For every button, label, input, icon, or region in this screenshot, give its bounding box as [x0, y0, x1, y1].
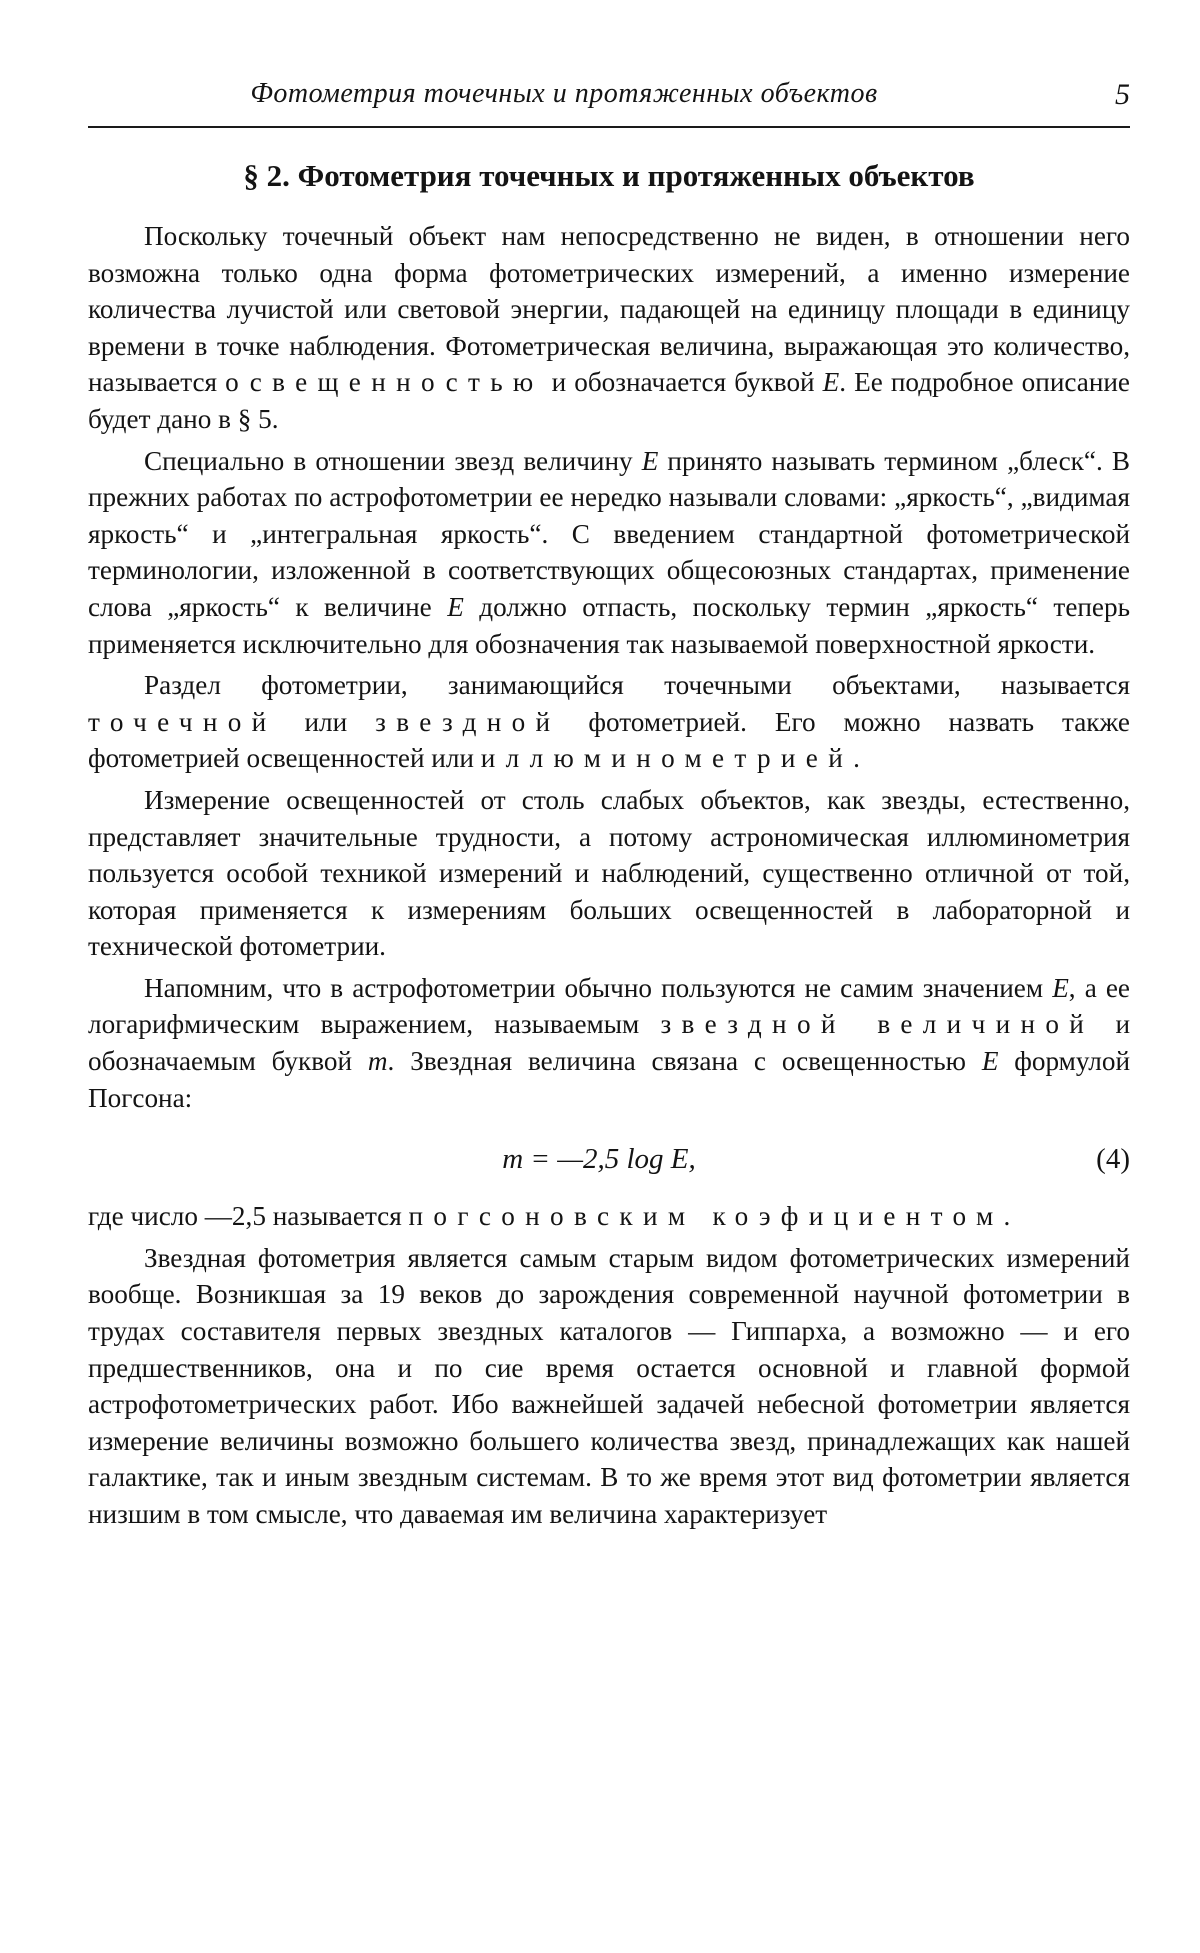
text-run: Раздел фотометрии, занимающийся точечными объектами, называется: [144, 670, 1130, 701]
formula-number: (4): [1096, 1142, 1130, 1175]
page-number: 5: [1115, 78, 1130, 111]
spaced-term: звездной: [375, 706, 561, 737]
text-run: или: [276, 706, 376, 737]
math-symbol: E: [981, 1046, 999, 1077]
text-run: Поскольку точечный объект нам непосредственно не виден, в отношении него возможна только одна форма фотометрических измерений, а именно измерение количества лучистой или световой энергии, падающей на единицу площади в единицу времени в точке наблюдения. Фотометрическая величина, выражающая это количество, называется: [88, 221, 1130, 398]
paragraph-6: [88, 1198, 1130, 1235]
text-run: .: [1003, 1201, 1011, 1232]
text-run: принято называть термином „блеск“. В прежних работах по астрофотометрии ее нередко называли словами: „яркость“, „видимая яркость“ и „интегральная яркость“. С введением стандартной фотометрической терминологии, изложенной в соответствующих общесоюзных стандартах, применение слова „яркость“ к величине: [88, 445, 1130, 622]
text-run: Звездная фотометрия является самым старым видом фотометрических измерений вообще. Возникшая за 19 веков до зарождения современной научной фотометрии в трудах составителя первых звездных каталогов — Гиппарха, а возможно — и его предшественников, она и по сие время остается основной и главной формой астрофотометрических работ. Ибо важнейшей задачей небесной фотометрии является измерение величины возможно большего количества звезд, принадлежащих как нашей галактике, так и иным звездным системам. В то же время этот вид фотометрии является низшим в том смысле, что даваемая им величина характеризует: [88, 1242, 1130, 1529]
text-run: .: [853, 743, 860, 774]
formula-expression: m = —2,5 log E,: [502, 1142, 696, 1175]
paragraph-7: [88, 1240, 1130, 1533]
text-run: Измерение освещенностей от столь слабых объектов, как звезды, естественно, представляет значительные трудности, а потому астрономическая иллюминометрия пользуется особой техникой измерений и наблюдений, существенно отличной от той, которая применяется к измерениям больших освещенностей в лабораторной и технической фотометрии.: [88, 784, 1130, 962]
formula: [88, 1124, 1130, 1194]
text-run: где число —2,5 называется: [88, 1201, 409, 1232]
section-heading: § 2. Фотометрия точечных и протяженных объектов: [243, 158, 975, 193]
text-run: фотометрией. Его можно назвать также фотометрией освещенностей или: [88, 706, 1130, 774]
running-header: [88, 78, 1130, 128]
text-run: должно отпасть, поскольку термин „яркость“ теперь применяется исключительно для обозначения так называемой поверхностной яркости.: [88, 591, 1130, 659]
math-symbol: E: [447, 591, 464, 622]
paragraph-3: [88, 667, 1130, 777]
math-symbol: E: [822, 367, 840, 398]
text-run: . Звездная величина связана с освещенностью: [387, 1046, 982, 1077]
paragraph-4: [88, 782, 1130, 965]
paragraph-5: [88, 970, 1130, 1116]
body-text: [88, 218, 1130, 1538]
text-run: формулой Погсона:: [88, 1046, 1130, 1113]
spaced-term: точечной: [88, 706, 277, 737]
math-symbol: m: [367, 1046, 388, 1077]
math-symbol: E: [1052, 972, 1069, 1003]
paragraph-1: [88, 218, 1130, 438]
paragraph-2: [88, 443, 1130, 663]
math-symbol: E: [641, 445, 659, 476]
text-run: и обозначается буквой: [543, 367, 823, 398]
spaced-term: погсоновским коэфициентом: [408, 1201, 1004, 1232]
running-title: Фотометрия точечных и протяженных объектов: [250, 78, 878, 109]
spaced-term: освещенностью: [225, 367, 544, 398]
text-run: , а ее логарифмическим выражением, называемым: [88, 972, 1131, 1040]
text-run: и обозначаемым буквой: [88, 1009, 1130, 1077]
text-run: Специально в отношении звезд величину: [144, 445, 642, 476]
spaced-term: звездной величиной: [660, 1009, 1095, 1040]
text-run: . Ее подробное описание будет дано в § 5.: [88, 367, 1130, 434]
spaced-term: иллюминометрией: [480, 743, 854, 774]
text-run: Напомним, что в астрофотометрии обычно пользуются не самим значением: [144, 972, 1053, 1003]
